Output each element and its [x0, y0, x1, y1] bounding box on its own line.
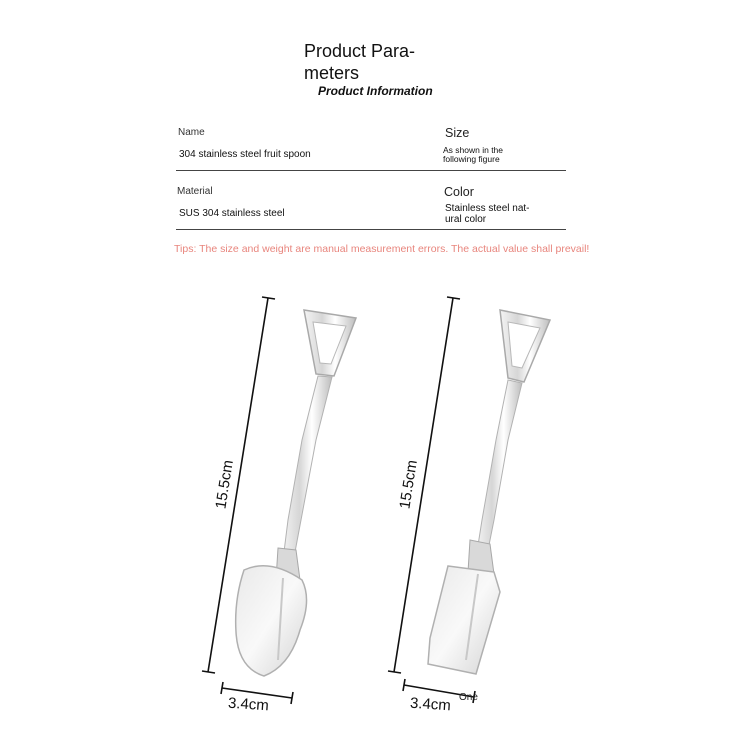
page-title-line1: Product Para-: [304, 41, 416, 61]
color-value-line1: Stainless steel nat-: [445, 203, 530, 214]
left-spoon-image: [236, 310, 356, 676]
material-label: Material: [177, 186, 213, 197]
right-spoon-image: [428, 310, 550, 674]
name-value: 304 stainless steel fruit spoon: [179, 149, 311, 160]
right-width-label: 3.4cm: [409, 694, 452, 715]
left-length-label: 15.5cm: [212, 458, 237, 511]
size-value-line2: following figure: [443, 154, 500, 164]
page-subtitle: Product Information: [318, 84, 433, 98]
name-label: Name: [178, 127, 205, 138]
left-width-label: 3.4cm: [227, 694, 270, 715]
right-length-label: 15.5cm: [396, 458, 421, 511]
size-value-line1: As shown in the: [443, 145, 504, 155]
size-label: Size: [445, 126, 470, 140]
color-value-line2: ural color: [445, 214, 487, 225]
page-title-line2: meters: [304, 63, 360, 83]
color-label: Color: [444, 185, 474, 199]
material-value: SUS 304 stainless steel: [179, 208, 285, 219]
tips-note: Tips: The size and weight are manual measurement errors. The actual value shall prevail!: [174, 243, 590, 255]
one-caption: One: [459, 692, 478, 703]
